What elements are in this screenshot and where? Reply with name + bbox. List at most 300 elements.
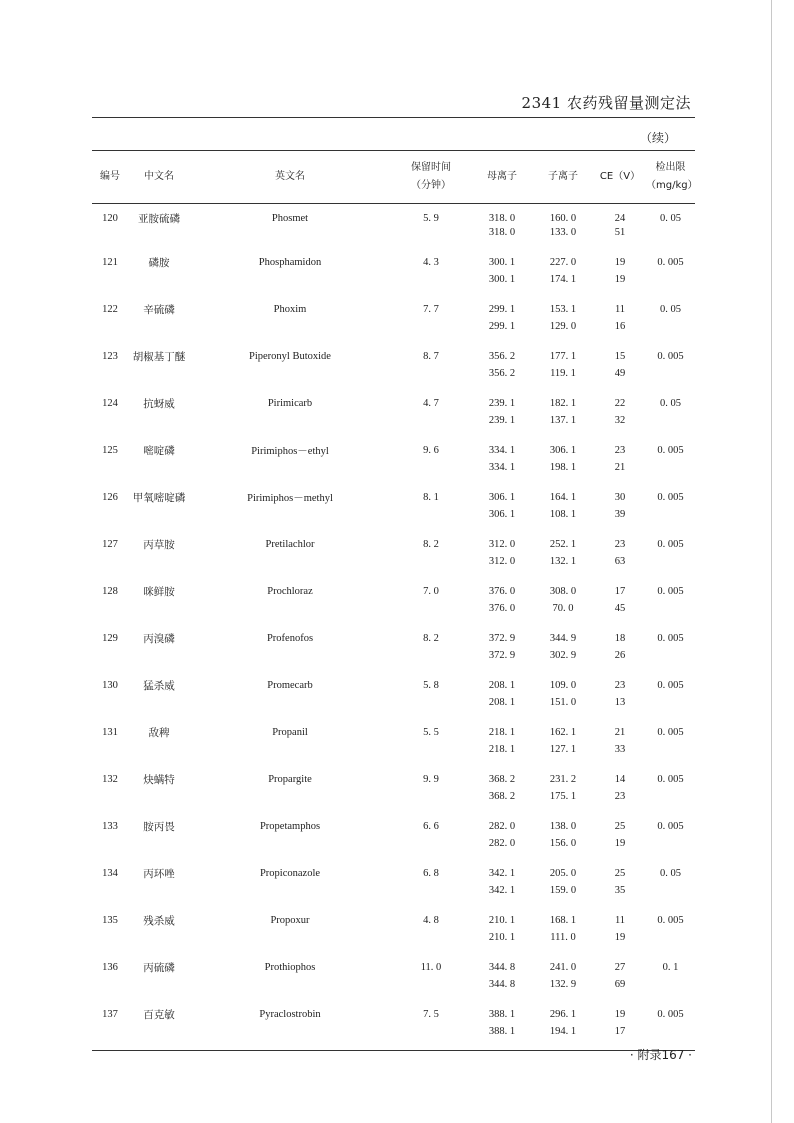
cell-lod: 0. 05 xyxy=(660,397,681,409)
cell-empty xyxy=(646,273,695,298)
cell-empty xyxy=(646,602,695,627)
cell-lod: 0. 005 xyxy=(657,256,684,268)
cell-empty xyxy=(92,367,128,392)
cell-cn-name: 辛硫磷 xyxy=(143,303,175,316)
cell-cn-name: 抗蚜威 xyxy=(143,397,175,410)
cell-ce: 22 xyxy=(614,397,626,409)
table-row-secondary xyxy=(92,461,695,486)
cell-retention-time: 7. 7 xyxy=(423,303,439,315)
cell-ce: 15 xyxy=(614,350,626,362)
cell-parent-ion: 344. 8 xyxy=(488,961,516,973)
cell-lod: 0. 05 xyxy=(660,303,681,315)
cell-daughter-ion: 138. 0 xyxy=(549,820,577,832)
cell-ce-2: 19 xyxy=(614,932,626,943)
cell-parent-ion-2: 388. 1 xyxy=(472,1025,532,1051)
cell-retention-time: 6. 8 xyxy=(423,867,439,879)
table-row-secondary xyxy=(92,790,695,815)
cell-en-name: Pyraclostrobin xyxy=(259,1008,321,1020)
cell-empty xyxy=(92,226,128,251)
cell-parent-ion: 342. 1 xyxy=(488,867,516,879)
cell-id: 124 xyxy=(102,397,118,409)
cell-empty xyxy=(128,649,190,674)
cell-lod: 0. 05 xyxy=(660,213,681,224)
table-row xyxy=(92,533,695,555)
table-row xyxy=(92,909,695,931)
cell-empty xyxy=(646,743,695,768)
cell-ce: 11 xyxy=(614,303,626,315)
cell-ce-2: 13 xyxy=(614,697,626,708)
cell-lod: 0. 005 xyxy=(657,585,684,597)
cell-empty xyxy=(128,226,190,251)
cell-daughter-ion-2: 156. 0 xyxy=(549,838,577,849)
cell-ce-2: 49 xyxy=(614,368,626,379)
cell-daughter-ion-2: 132. 1 xyxy=(549,556,577,567)
cell-empty xyxy=(646,978,695,1003)
cell-daughter-ion-2: 159. 0 xyxy=(549,885,577,896)
cell-daughter-ion: 153. 1 xyxy=(549,303,577,315)
cell-daughter-ion-2: 133. 0 xyxy=(549,227,577,238)
cell-retention-time: 8. 2 xyxy=(423,632,439,644)
table-row xyxy=(92,298,695,320)
cell-lod: 0. 005 xyxy=(657,820,684,832)
cell-retention-time: 5. 8 xyxy=(423,679,439,691)
cell-lod: 0. 005 xyxy=(657,632,684,644)
cell-daughter-ion: 168. 1 xyxy=(549,914,577,926)
cell-empty xyxy=(128,931,190,956)
cell-empty xyxy=(92,602,128,627)
cell-empty xyxy=(190,555,390,580)
cell-retention-time: 6. 6 xyxy=(423,820,439,832)
cell-empty xyxy=(92,931,128,956)
cell-parent-ion-2: 342. 1 xyxy=(488,885,516,896)
table-row xyxy=(92,204,695,227)
cell-ce-2: 32 xyxy=(614,415,626,426)
rt-header-line1: 保留时间 xyxy=(411,162,451,173)
cell-empty xyxy=(92,320,128,345)
table-header xyxy=(92,151,698,204)
table-row-secondary xyxy=(92,978,695,1003)
cell-empty xyxy=(128,273,190,298)
cell-empty xyxy=(128,461,190,486)
pesticide-table xyxy=(92,150,698,1051)
cell-empty xyxy=(390,790,472,815)
cell-empty xyxy=(128,320,190,345)
cell-daughter-ion: 164. 1 xyxy=(549,491,577,503)
table-row-secondary xyxy=(92,931,695,956)
cell-daughter-ion-2: 175. 1 xyxy=(549,791,577,802)
cell-id: 130 xyxy=(102,679,118,691)
cell-empty xyxy=(646,226,695,251)
cell-en-name: Pirimiphos－ethyl xyxy=(251,445,329,457)
table-row xyxy=(92,956,695,978)
cell-id: 120 xyxy=(102,213,118,224)
cell-retention-time: 8. 1 xyxy=(423,491,439,503)
cell-empty xyxy=(92,1025,128,1051)
page-number: · 附录167 · xyxy=(629,1048,692,1062)
cell-empty xyxy=(646,555,695,580)
cell-empty xyxy=(190,743,390,768)
cell-daughter-ion: 109. 0 xyxy=(549,679,577,691)
table-row-secondary xyxy=(92,837,695,862)
cell-empty xyxy=(128,508,190,533)
cell-en-name: Pirimicarb xyxy=(267,397,313,409)
cell-retention-time: 9. 9 xyxy=(423,773,439,785)
cell-empty xyxy=(190,414,390,439)
cell-retention-time: 5. 5 xyxy=(423,726,439,738)
cell-empty xyxy=(128,1025,190,1051)
cell-empty xyxy=(190,508,390,533)
cell-id: 128 xyxy=(102,585,118,597)
cell-parent-ion-2: 372. 9 xyxy=(488,650,516,661)
table-row xyxy=(92,580,695,602)
cell-parent-ion: 210. 1 xyxy=(488,914,516,926)
cell-daughter-ion: 182. 1 xyxy=(549,397,577,409)
cell-cn-name: 胺丙畏 xyxy=(143,820,175,833)
cell-empty xyxy=(92,837,128,862)
cell-ce: 19 xyxy=(614,256,626,268)
cell-en-name: Profenofos xyxy=(266,632,314,644)
table-row xyxy=(92,862,695,884)
cell-empty xyxy=(128,367,190,392)
cell-cn-name: 残杀威 xyxy=(143,914,175,927)
cell-empty xyxy=(92,790,128,815)
cell-cn-name: 敌稗 xyxy=(148,726,170,739)
cell-empty xyxy=(646,320,695,345)
cell-ce-2: 21 xyxy=(614,462,626,473)
cell-empty xyxy=(128,790,190,815)
cell-daughter-ion-2: 174. 1 xyxy=(549,274,577,285)
cell-ce: 23 xyxy=(614,444,626,456)
cell-ce: 23 xyxy=(614,679,626,691)
cell-daughter-ion: 252. 1 xyxy=(549,538,577,550)
cell-daughter-ion-2: 194. 1 xyxy=(532,1025,594,1051)
cell-empty xyxy=(190,649,390,674)
col-header-lod xyxy=(646,151,698,204)
table-row-secondary xyxy=(92,1025,695,1051)
table-row-secondary xyxy=(92,602,695,627)
cell-daughter-ion-2: 129. 0 xyxy=(549,321,577,332)
cell-parent-ion: 334. 1 xyxy=(488,444,516,456)
cell-retention-time: 7. 5 xyxy=(423,1008,439,1020)
cell-retention-time: 8. 7 xyxy=(423,350,439,362)
cell-empty xyxy=(390,226,472,251)
cell-parent-ion-2: 239. 1 xyxy=(488,415,516,426)
cell-en-name: Prothiophos xyxy=(264,961,316,973)
cell-parent-ion: 356. 2 xyxy=(488,350,516,362)
table-row-secondary xyxy=(92,884,695,909)
cell-lod: 0. 05 xyxy=(660,867,681,879)
cell-retention-time: 7. 0 xyxy=(423,585,439,597)
cell-parent-ion-2: 210. 1 xyxy=(488,932,516,943)
cell-cn-name: 胡椒基丁醚 xyxy=(132,350,186,363)
cell-ce-2: 17 xyxy=(594,1025,646,1051)
table-row-secondary xyxy=(92,273,695,298)
table-row-secondary xyxy=(92,226,695,251)
cell-parent-ion: 208. 1 xyxy=(488,679,516,691)
cell-parent-ion: 376. 0 xyxy=(488,585,516,597)
cell-ce-2: 39 xyxy=(614,509,626,520)
col-header-ce: CE（V） xyxy=(594,151,646,204)
cell-en-name: Prochloraz xyxy=(267,585,313,597)
table-row xyxy=(92,251,695,273)
cell-ce-2: 51 xyxy=(614,227,626,238)
cell-retention-time: 4. 3 xyxy=(423,256,439,268)
cell-parent-ion-2: 368. 2 xyxy=(488,791,516,802)
cell-en-name: Propanil xyxy=(272,726,308,738)
cell-en-name: Promecarb xyxy=(267,679,313,691)
cell-daughter-ion-2: 127. 1 xyxy=(549,744,577,755)
cell-en-name: Phosmet xyxy=(271,213,309,224)
cell-id: 123 xyxy=(102,350,118,362)
cell-empty xyxy=(390,461,472,486)
cell-empty xyxy=(646,931,695,956)
cell-parent-ion: 300. 1 xyxy=(488,256,516,268)
cell-empty xyxy=(190,367,390,392)
cell-empty xyxy=(390,1025,472,1051)
cell-daughter-ion: 308. 0 xyxy=(549,585,577,597)
cell-empty xyxy=(646,367,695,392)
cell-empty xyxy=(128,743,190,768)
cell-cn-name: 丙硫磷 xyxy=(143,961,175,974)
table-row-secondary xyxy=(92,414,695,439)
cell-empty xyxy=(390,508,472,533)
cell-cn-name: 甲氧嘧啶磷 xyxy=(132,491,186,504)
cell-empty xyxy=(128,414,190,439)
cell-empty xyxy=(190,273,390,298)
cell-ce: 17 xyxy=(614,585,626,597)
cell-lod: 0. 005 xyxy=(657,491,684,503)
cell-empty xyxy=(92,884,128,909)
table-row xyxy=(92,627,695,649)
cell-ce-2: 33 xyxy=(614,744,626,755)
cell-daughter-ion: 231. 2 xyxy=(549,773,577,785)
cell-id: 127 xyxy=(102,538,118,550)
col-header-parent-ion: 母离子 xyxy=(472,151,532,204)
cell-parent-ion: 306. 1 xyxy=(488,491,516,503)
cell-empty xyxy=(390,978,472,1003)
cell-empty xyxy=(646,461,695,486)
cell-id: 133 xyxy=(102,820,118,832)
cell-empty xyxy=(646,414,695,439)
cell-parent-ion-2: 344. 8 xyxy=(488,979,516,990)
cell-parent-ion-2: 318. 0 xyxy=(488,227,516,238)
cell-daughter-ion-2: 119. 1 xyxy=(550,368,576,379)
cell-id: 122 xyxy=(102,303,118,315)
cell-empty xyxy=(92,649,128,674)
cell-en-name: Propiconazole xyxy=(259,867,321,879)
table-row-secondary xyxy=(92,696,695,721)
cell-lod: 0. 005 xyxy=(657,679,684,691)
cell-retention-time: 8. 2 xyxy=(423,538,439,550)
cell-empty xyxy=(190,790,390,815)
cell-empty xyxy=(92,743,128,768)
cell-ce-2: 69 xyxy=(614,979,626,990)
cell-empty xyxy=(390,273,472,298)
cell-ce: 11 xyxy=(614,914,626,926)
cell-empty xyxy=(390,837,472,862)
cell-id: 131 xyxy=(102,726,118,738)
cell-lod: 0. 005 xyxy=(657,538,684,550)
cell-ce: 27 xyxy=(614,961,626,973)
cell-ce: 25 xyxy=(614,867,626,879)
cell-parent-ion: 372. 9 xyxy=(488,632,516,644)
cell-cn-name: 嘧啶磷 xyxy=(143,444,175,457)
cell-parent-ion: 239. 1 xyxy=(488,397,516,409)
cell-daughter-ion-2: 198. 1 xyxy=(549,462,577,473)
cell-empty xyxy=(646,508,695,533)
cell-en-name: Pirimiphos－methyl xyxy=(247,492,333,504)
col-header-daughter-ion: 子离子 xyxy=(532,151,594,204)
cell-id: 136 xyxy=(102,961,118,973)
cell-empty xyxy=(92,461,128,486)
table-row-secondary xyxy=(92,367,695,392)
cell-daughter-ion-2: 111. 0 xyxy=(550,932,576,943)
cell-daughter-ion: 162. 1 xyxy=(549,726,577,738)
cell-empty xyxy=(646,696,695,721)
cell-id: 132 xyxy=(102,773,118,785)
cell-cn-name: 丙溴磷 xyxy=(143,632,175,645)
cell-cn-name: 百克敏 xyxy=(143,1008,175,1021)
col-header-retention-time xyxy=(390,151,472,204)
cell-empty xyxy=(190,461,390,486)
table-body xyxy=(92,204,695,1051)
cell-empty xyxy=(190,320,390,345)
cell-lod: 0. 005 xyxy=(657,914,684,926)
cell-empty xyxy=(390,320,472,345)
cell-en-name: Phoxim xyxy=(273,303,307,315)
cell-parent-ion: 318. 0 xyxy=(488,213,516,224)
cell-empty xyxy=(390,367,472,392)
cell-cn-name: 亚胺硫磷 xyxy=(138,213,180,225)
cell-ce: 14 xyxy=(614,773,626,785)
table-row xyxy=(92,768,695,790)
cell-ce: 24 xyxy=(614,213,626,224)
cell-daughter-ion-2: 108. 1 xyxy=(549,509,577,520)
cell-ce-2: 63 xyxy=(614,556,626,567)
cell-ce-2: 26 xyxy=(614,650,626,661)
cell-ce-2: 16 xyxy=(614,321,626,332)
cell-parent-ion-2: 376. 0 xyxy=(488,603,516,614)
cell-empty xyxy=(190,602,390,627)
table-row xyxy=(92,815,695,837)
cell-empty xyxy=(646,837,695,862)
cell-ce-2: 35 xyxy=(614,885,626,896)
lod-header-line2: （mg/kg） xyxy=(646,180,698,191)
cell-parent-ion-2: 208. 1 xyxy=(488,697,516,708)
cell-empty xyxy=(190,837,390,862)
cell-parent-ion: 299. 1 xyxy=(488,303,516,315)
page-edge-line xyxy=(771,0,772,1123)
col-header-en-name: 英文名 xyxy=(190,151,390,204)
cell-cn-name: 炔螨特 xyxy=(143,773,175,786)
cell-id: 135 xyxy=(102,914,118,926)
cell-en-name: Propargite xyxy=(268,773,312,785)
continued-label: （续） xyxy=(640,131,677,145)
table-row xyxy=(92,392,695,414)
cell-parent-ion-2: 218. 1 xyxy=(488,744,516,755)
cell-parent-ion-2: 299. 1 xyxy=(488,321,516,332)
cell-empty xyxy=(390,696,472,721)
table-row xyxy=(92,674,695,696)
header-rule xyxy=(92,117,695,118)
cell-lod: 0. 005 xyxy=(657,726,684,738)
cell-cn-name: 丙环唑 xyxy=(143,867,175,880)
cell-retention-time: 5. 9 xyxy=(423,213,439,224)
cell-retention-time: 4. 7 xyxy=(423,397,439,409)
cell-en-name: Piperonyl Butoxide xyxy=(249,350,331,362)
cell-empty xyxy=(190,978,390,1003)
cell-lod: 0. 005 xyxy=(657,773,684,785)
cell-empty xyxy=(92,555,128,580)
cell-ce-2: 45 xyxy=(614,603,626,614)
table-row-secondary xyxy=(92,649,695,674)
cell-lod: 0. 1 xyxy=(662,961,679,973)
cell-retention-time: 4. 8 xyxy=(423,914,439,926)
cell-daughter-ion-2: 151. 0 xyxy=(549,697,577,708)
cell-ce: 30 xyxy=(614,491,626,503)
cell-parent-ion: 312. 0 xyxy=(488,538,516,550)
cell-daughter-ion: 227. 0 xyxy=(549,256,577,268)
cell-id: 126 xyxy=(102,491,118,503)
cell-parent-ion-2: 356. 2 xyxy=(488,368,516,379)
cell-en-name: Phosphamidon xyxy=(258,256,322,268)
table-row xyxy=(92,345,695,367)
cell-daughter-ion: 296. 1 xyxy=(549,1008,577,1020)
cell-ce: 19 xyxy=(614,1008,626,1020)
cell-empty xyxy=(390,743,472,768)
table-row xyxy=(92,439,695,461)
cell-en-name: Propetamphos xyxy=(259,820,321,832)
cell-empty xyxy=(92,696,128,721)
cell-parent-ion-2: 312. 0 xyxy=(488,556,516,567)
cell-daughter-ion-2: 132. 9 xyxy=(549,979,577,990)
cell-daughter-ion-2: 70. 0 xyxy=(552,603,574,614)
cell-empty xyxy=(190,1025,390,1051)
cell-empty xyxy=(92,414,128,439)
cell-empty xyxy=(128,696,190,721)
cell-id: 129 xyxy=(102,632,118,644)
cell-empty xyxy=(128,602,190,627)
cell-id: 125 xyxy=(102,444,118,456)
cell-cn-name: 猛杀威 xyxy=(143,679,175,692)
cell-en-name: Pretilachlor xyxy=(265,538,315,550)
cell-cn-name: 磷胺 xyxy=(148,256,170,269)
cell-parent-ion: 282. 0 xyxy=(488,820,516,832)
cell-empty xyxy=(646,790,695,815)
cell-retention-time: 11. 0 xyxy=(420,961,442,973)
table-row-secondary xyxy=(92,320,695,345)
cell-daughter-ion: 160. 0 xyxy=(549,213,577,224)
cell-daughter-ion: 306. 1 xyxy=(549,444,577,456)
cell-parent-ion: 218. 1 xyxy=(488,726,516,738)
cell-id: 137 xyxy=(102,1008,118,1020)
cell-cn-name: 丙草胺 xyxy=(143,538,175,551)
cell-empty xyxy=(390,884,472,909)
cell-ce-2: 19 xyxy=(614,838,626,849)
cell-daughter-ion-2: 137. 1 xyxy=(549,415,577,426)
cell-ce-2: 23 xyxy=(614,791,626,802)
cell-empty xyxy=(128,555,190,580)
cell-daughter-ion: 177. 1 xyxy=(549,350,577,362)
cell-daughter-ion-2: 302. 9 xyxy=(549,650,577,661)
cell-parent-ion-2: 306. 1 xyxy=(488,509,516,520)
cell-daughter-ion: 205. 0 xyxy=(549,867,577,879)
table-row-secondary xyxy=(92,743,695,768)
cell-parent-ion-2: 334. 1 xyxy=(488,462,516,473)
cell-daughter-ion: 344. 9 xyxy=(549,632,577,644)
cell-id: 121 xyxy=(102,256,118,268)
cell-daughter-ion: 241. 0 xyxy=(549,961,577,973)
